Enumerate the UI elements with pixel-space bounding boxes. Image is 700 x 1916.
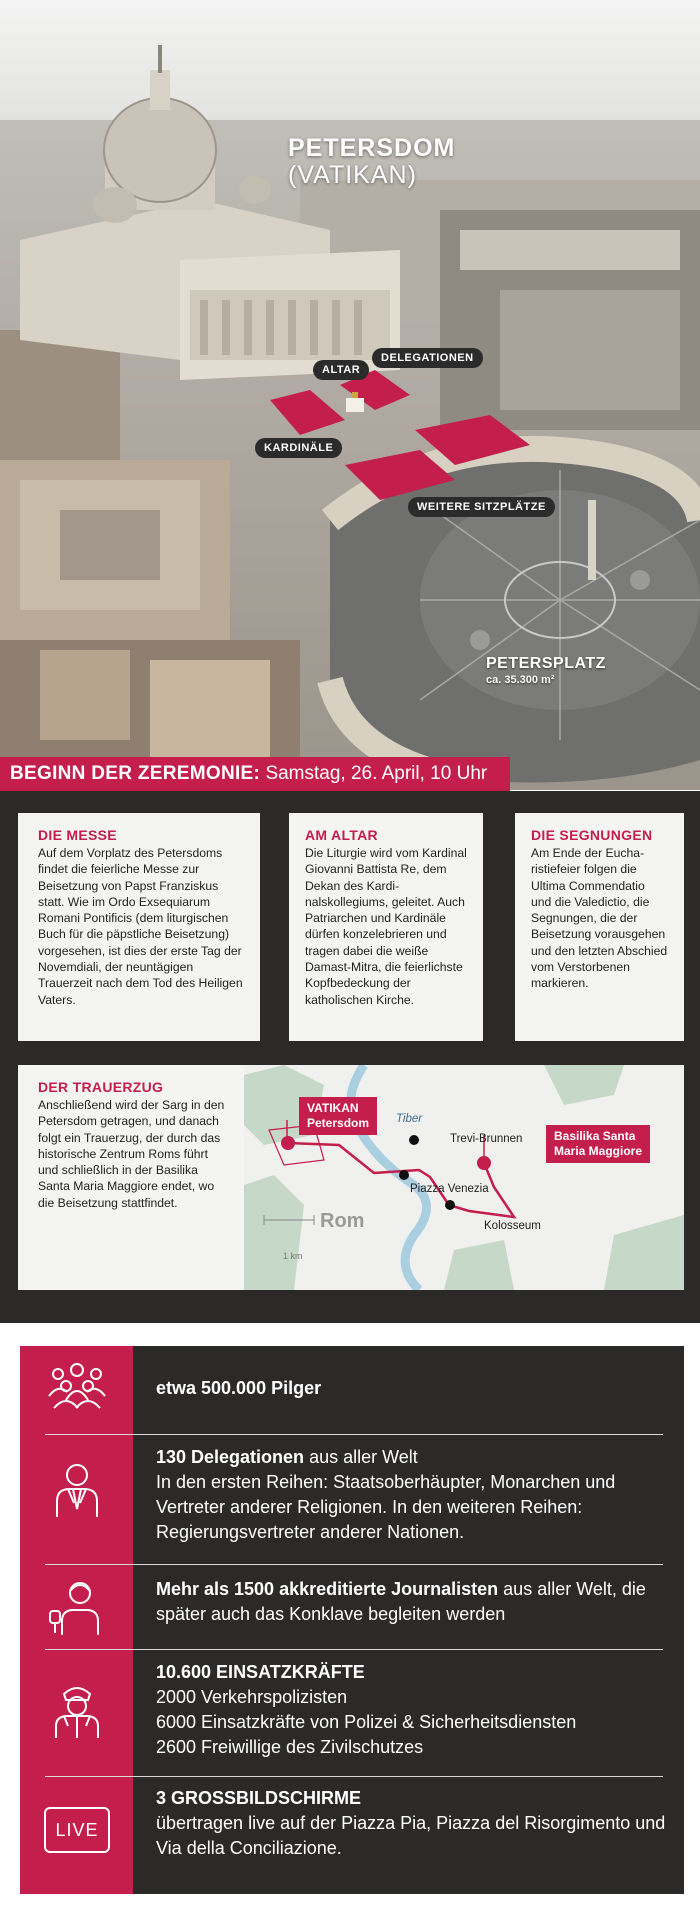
fact-screens-text <box>156 1786 668 1861</box>
map-place-trevi: Trevi-Brunnen <box>450 1133 523 1145</box>
card-title: DIE SEGNUNGEN <box>531 827 653 843</box>
card-text: Auf dem Vorplatz des Petersdoms findet die feierliche Messe zur Beisetzung von Papst Franziskus statt. Wie im Ordo Exsequiarum Romani Pontificis (dem liturgischen Buch für die päpstliche Beisetzung) vorgesehen, ist dies der erste Tag der Novemdiali, der neuntägigen Trauerzeit nach dem Tod des Heiligen Vaters. <box>38 846 243 1007</box>
plaza-name: PETERSPLATZ <box>486 655 606 672</box>
fact-row-delegations <box>20 1435 684 1564</box>
fact-security-line: 2000 Verkehrspolizisten <box>156 1687 348 1707</box>
fact-screens-bold: 3 GROSSBILDSCHIRME <box>156 1788 362 1808</box>
plaza-label <box>486 655 606 686</box>
map-end-line1: Basilika Santa <box>554 1129 636 1143</box>
fact-row-journalists <box>20 1565 684 1649</box>
map-start-line2: Petersdom <box>307 1116 370 1130</box>
map-city-label: Rom <box>320 1210 365 1232</box>
fact-screens-detail: übertragen live auf der Piazza Pia, Piazza del Risorgimento und Via della Conciliazione. <box>156 1813 666 1858</box>
fact-security-bold: 10.600 EINSATZKRÄFTE <box>156 1662 365 1682</box>
fact-pilgrims-text <box>156 1376 668 1401</box>
fact-delegations-rest: aus aller Welt <box>304 1447 418 1467</box>
fact-delegations-text <box>156 1445 668 1545</box>
card-text: Die Liturgie wird vom Kardinal Giovanni Battista Re, dem Dekan des Kardinalskollegiums, geleitet. Auch Patriarchen und Kardinäle dürfen konzelebrieren und tragen dabei die weiße Damast-Mitra, die feierlichste Kopfbedeckung der katholischen Kirche. <box>305 846 467 1007</box>
map-end-box <box>546 1125 650 1163</box>
label-altar: ALTAR <box>313 360 369 380</box>
label-more-seats: WEITERE SITZPLÄTZE <box>408 497 555 517</box>
map-place-kolosseum: Kolosseum <box>484 1220 541 1232</box>
map-place-venezia: Piazza Venezia <box>410 1183 489 1195</box>
fact-security-line: 2600 Freiwillige des Zivilschutzes <box>156 1737 424 1757</box>
fact-security-text <box>156 1660 668 1760</box>
banner-label: BEGINN DER ZEREMONIE: <box>10 763 261 784</box>
fact-row-pilgrims <box>20 1346 684 1434</box>
fact-delegations-detail: In den ersten Reihen: Staatsoberhäupter, Monarchen und Vertreter anderer Religionen. In den weiteren Reihen: Regierungsvertreter anderer Nationen. <box>156 1472 616 1542</box>
live-icon: LIVE <box>44 1807 110 1853</box>
procession-title: DER TRAUERZUG <box>38 1079 164 1095</box>
fact-row-screens <box>20 1777 684 1894</box>
map-start-line1: VATIKAN <box>307 1101 359 1115</box>
card-title: DIE MESSE <box>38 827 117 843</box>
fact-delegations-bold: 130 Delegationen <box>156 1447 305 1467</box>
procession-panel <box>18 1065 684 1290</box>
facts-panel <box>20 1346 684 1894</box>
ceremony-banner <box>0 757 510 791</box>
map-river-label: Tiber <box>396 1113 423 1125</box>
procession-text-block <box>18 1065 240 1211</box>
label-delegations: DELEGATIONEN <box>372 348 483 368</box>
police-icon <box>44 1680 110 1740</box>
fact-journalists-bold: Mehr als 1500 akkreditierte Journalisten <box>156 1579 499 1599</box>
map-end-line2: Maria Maggiore <box>554 1144 643 1158</box>
plaza-area: ca. 35.300 m² <box>486 674 555 686</box>
fact-journalists-text <box>156 1577 668 1627</box>
crowd-icon <box>44 1356 110 1416</box>
fact-security-line: 6000 Einsatzkräfte von Polizei & Sicherheitsdiensten <box>156 1712 577 1732</box>
map-scale-label: 1 km <box>283 1251 303 1261</box>
card-messe <box>18 813 260 1041</box>
card-title: AM ALTAR <box>305 827 378 843</box>
fact-pilgrims-bold: etwa 500.000 Pilger <box>156 1378 322 1398</box>
fact-journalists-rest: aus aller Welt, die später auch das Konklave begleiten werden <box>156 1579 646 1624</box>
procession-text: Anschließend wird der Sarg in den Petersdom getragen, und danach folgt ein Trauerzug, der durch das historische Zentrum Roms führt und schließlich in der Basilika Santa Maria Maggiore endet, wo die Beisetzung stattfindet. <box>38 1098 225 1210</box>
hero-aerial-image <box>0 0 700 790</box>
label-cardinals: KARDINÄLE <box>255 438 342 458</box>
fact-row-security <box>20 1650 684 1776</box>
hero-title <box>288 134 455 190</box>
journalist-icon <box>44 1577 110 1637</box>
hero-title-main: PETERSDOM <box>288 134 456 162</box>
card-text: Am Ende der Eucharistiefeier folgen die Ultima Commendatio und die Valedictio, die Segnungen, die der Beisetzung vorausgehen und den letzten Abschied vom Verstorbenen markieren. <box>531 846 668 991</box>
card-segnungen <box>515 813 684 1041</box>
hero-title-sub: (VATIKAN) <box>288 161 417 189</box>
delegate-icon <box>44 1459 110 1519</box>
banner-value: Samstag, 26. April, 10 Uhr <box>265 763 488 784</box>
map-start-box <box>299 1097 377 1135</box>
card-altar <box>289 813 483 1041</box>
